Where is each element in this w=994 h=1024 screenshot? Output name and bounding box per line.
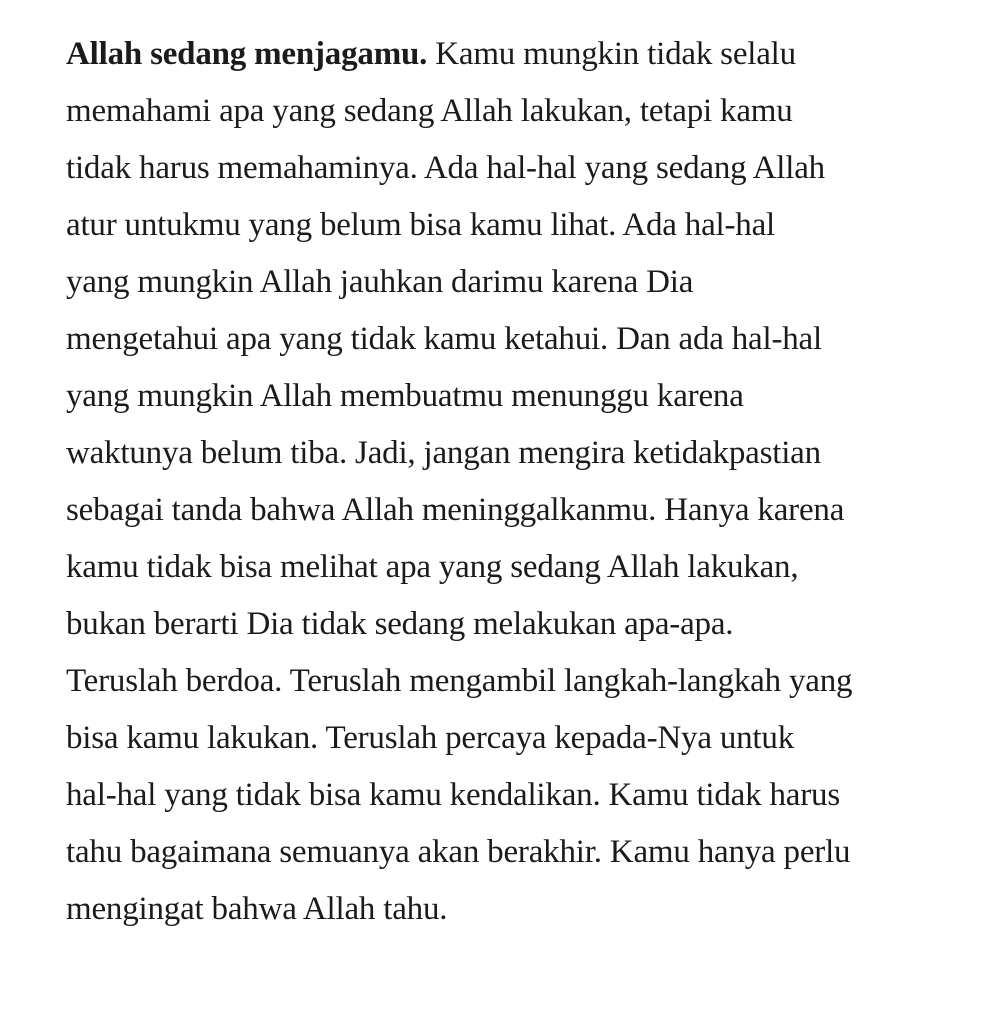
text-line: tidak harus memahaminya. Ada hal-hal yang sedang Allah bbox=[66, 150, 825, 186]
text-line: yang mungkin Allah membuatmu menunggu karena bbox=[66, 378, 744, 414]
text-line: bukan berarti Dia tidak sedang melakukan apa-apa. bbox=[66, 606, 734, 642]
text-line: kamu tidak bisa melihat apa yang sedang Allah lakukan, bbox=[66, 549, 799, 585]
text-line bbox=[66, 26, 852, 83]
text-line: yang mungkin Allah jauhkan darimu karena Dia bbox=[66, 264, 694, 300]
text-line: Teruslah berdoa. Teruslah mengambil langkah-langkah yang bbox=[66, 663, 853, 699]
text-line: mengingat bahwa Allah tahu. bbox=[66, 891, 448, 927]
text-line: memahami apa yang sedang Allah lakukan, tetapi kamu bbox=[66, 93, 793, 129]
lead-heading: Allah sedang menjagamu. bbox=[66, 36, 428, 72]
text-line: tahu bagaimana semuanya akan berakhir. Kamu hanya perlu bbox=[66, 834, 851, 870]
text-line: bisa kamu lakukan. Teruslah percaya kepada-Nya untuk bbox=[66, 720, 794, 756]
text-line: atur untukmu yang belum bisa kamu lihat. Ada hal-hal bbox=[66, 207, 776, 243]
text-line-rest: Kamu mungkin tidak selalu bbox=[427, 36, 796, 72]
text-line: waktunya belum tiba. Jadi, jangan mengira ketidakpastian bbox=[66, 435, 821, 471]
text-line: mengetahui apa yang tidak kamu ketahui. Dan ada hal-hal bbox=[66, 321, 822, 357]
text-line: sebagai tanda bahwa Allah meninggalkanmu. Hanya karena bbox=[66, 492, 845, 528]
text-line: hal-hal yang tidak bisa kamu kendalikan. Kamu tidak harus bbox=[66, 777, 840, 813]
article-paragraph bbox=[66, 26, 852, 938]
